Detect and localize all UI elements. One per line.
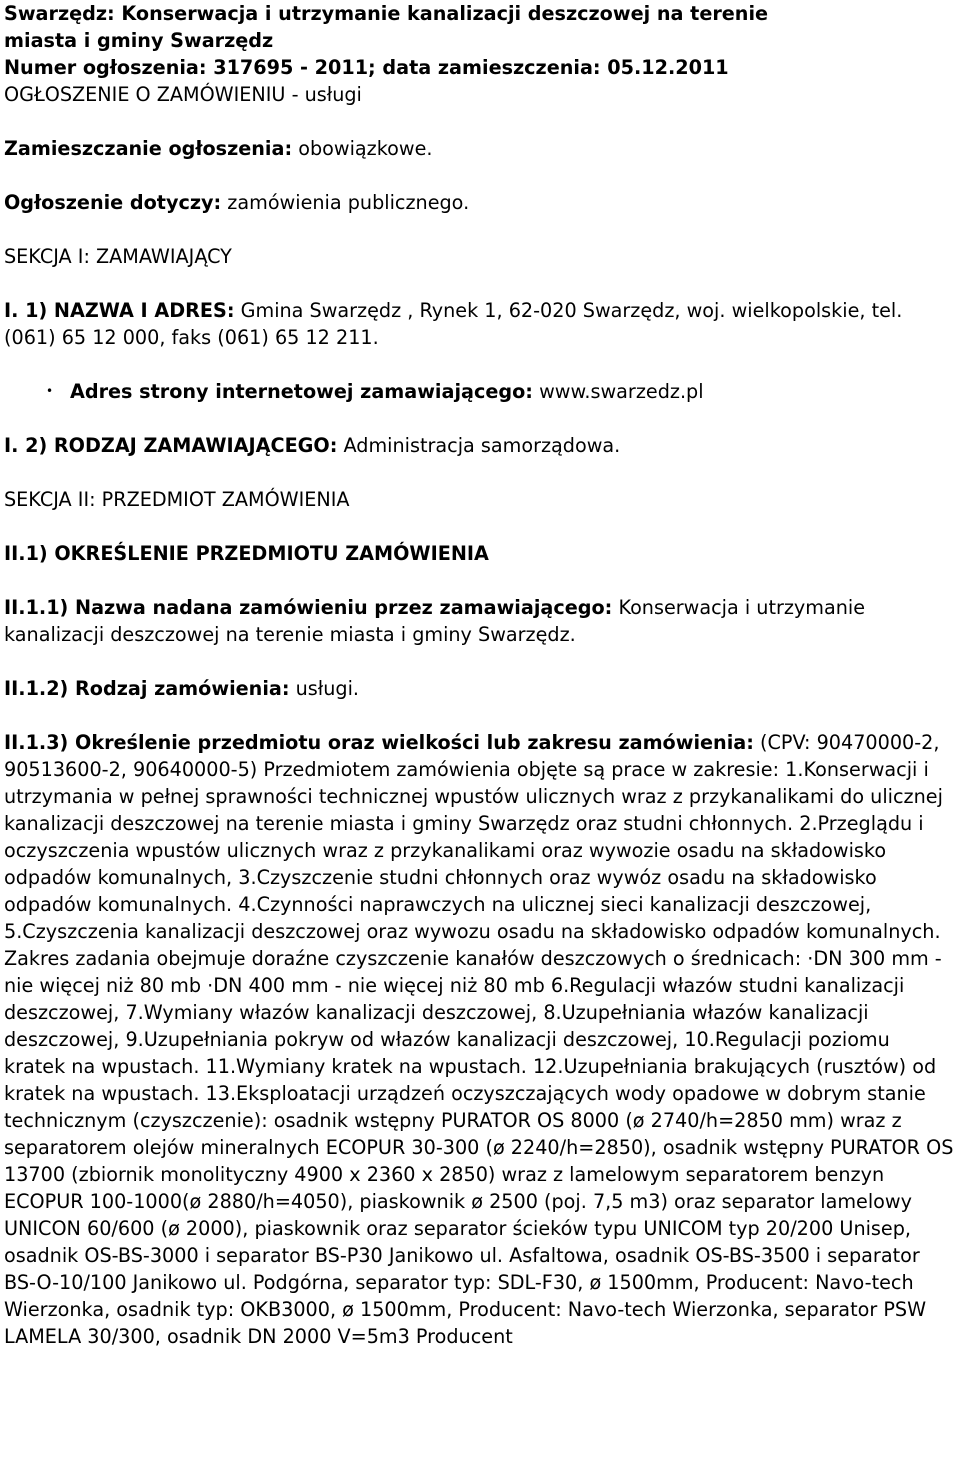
authority-type-value: Administracja samorządowa. <box>337 434 621 457</box>
name-address-value: Gmina Swarzędz , Rynek 1, 62-020 Swarzędz, woj. wielkopolskie, tel. (061) 65 12 000, faks (061) 65 12 211. <box>4 299 903 349</box>
notice-type: OGŁOSZENIE O ZAMÓWIENIU - usługi <box>4 83 362 106</box>
placement-value: obowiązkowe. <box>292 137 433 160</box>
placement-row <box>4 135 956 162</box>
contract-scope-label: II.1.3) Określenie przedmiotu oraz wielkości lub zakresu zamówienia: <box>4 731 754 754</box>
contract-name-row <box>4 594 956 648</box>
section-2-1-heading <box>4 540 956 567</box>
title-line-2: miasta i gminy Swarzędz <box>4 29 274 52</box>
website-list-item <box>4 378 956 405</box>
concerns-label: Ogłoszenie dotyczy: <box>4 191 222 214</box>
authority-type-row <box>4 432 956 459</box>
contract-name-label: II.1.1) Nazwa nadana zamówieniu przez zamawiającego: <box>4 596 613 619</box>
contract-kind-value: usługi. <box>289 677 360 700</box>
concerns-value: zamówienia publicznego. <box>221 191 470 214</box>
announcement-number: Numer ogłoszenia: 317695 - 2011; data zamieszczenia: 05.12.2011 <box>4 56 729 79</box>
concerns-row <box>4 189 956 216</box>
contract-name-value: Konserwacja i utrzymanie kanalizacji deszczowej na terenie miasta i gminy Swarzędz. <box>4 596 866 646</box>
document-title <box>4 0 956 81</box>
contract-kind-label: II.1.2) Rodzaj zamówienia: <box>4 677 290 700</box>
contracting-authority-name-address <box>4 297 956 351</box>
section-1-heading: SEKCJA I: ZAMAWIAJĄCY <box>4 245 232 268</box>
contract-scope-row <box>4 729 956 1350</box>
contract-scope-value: (CPV: 90470000-2, 90513600-2, 90640000-5) Przedmiotem zamówienia objęte są prace w zakresie: 1.Konserwacji i utrzymania w pełnej sprawności technicznej wpustów ulicznych wraz z przykanalikami do ulicznej kanalizacji deszczowej na terenie miasta i gminy Swarzędz oraz studni chłonnych. 2.Przeglądu i oczyszczenia wpustów ulicznych wraz z przykanalikami oraz wywozie osadu na składowisko odpadów komunalnych, 3.Czyszczenie studni chłonnych oraz wywóz osadu na składowisko odpadów komunalnych. 4.Czynności naprawczych na ulicznej sieci kanalizacji deszczowej, 5.Czyszczenia kanalizacji deszczowej oraz wywozu osadu na składowisko odpadów komunalnych. Zakres zadania obejmuje doraźne czyszczenie kanałów deszczowych o średnicach: ·DN 300 mm - nie więcej niż 80 mb ·DN 400 mm - nie więcej niż 80 mb 6.Regulacji włazów studni kanalizacji deszczowej, 7.Wymiany włazów kanalizacji deszczowej, 8.Uzupełniania włazów kanalizacji deszczowej, 9.Uzupełniania pokryw od włazów kanalizacji deszczowej, 10.Regulacji poziomu kratek na wpustach. 11.Wymiany kratek na wpustach. 12.Uzupełniania brakujących (rusztów) od kratek na wpustach. 13.Eksploatacji urządzeń oczyszczających wody opadowe w dobrym stanie technicznym (czyszczenie): osadnik wstępny PURATOR OS 8000 (ø 2740/h=2850 mm) wraz z separatorem olejów mineralnych ECOPUR 30-300 (ø 2240/h=2850), osadnik wstępny PURATOR OS 13700 (zbiornik monolityczny 4900 x 2360 x 2850) wraz z lamelowym separatorem benzyn ECOPUR 100-1000(ø 2880/h=4050), piaskownik ø 2500 (poj. 7,5 m3) oraz separator lamelowy UNICON 60/600 (ø 2000), piaskownik oraz separator ścieków typu UNICOM typ 20/200 Unisep, osadnik OS-BS-3000 i separator BS-P30 Janikowo ul. Asfaltowa, osadnik OS-BS-3500 i separator BS-O-10/100 Janikowo ul. Podgórna, separator typ: SDL-F30, ø 1500mm, Producent: Navo-tech Wierzonka, osadnik typ: OKB3000, ø 1500mm, Producent: Navo-tech Wierzonka, separator PSW LAMELA 30/300, osadnik DN 2000 V=5m3 Producent <box>4 731 954 1348</box>
name-address-label: I. 1) NAZWA I ADRES: <box>4 299 235 322</box>
title-line-1: Swarzędz: Konserwacja i utrzymanie kanalizacji deszczowej na terenie <box>4 2 769 25</box>
placement-label: Zamieszczanie ogłoszenia: <box>4 137 293 160</box>
bullet-icon: • <box>46 384 54 398</box>
contract-kind-row <box>4 675 956 702</box>
authority-type-label: I. 2) RODZAJ ZAMAWIAJĄCEGO: <box>4 434 338 457</box>
website-value: www.swarzedz.pl <box>532 380 704 403</box>
website-label: Adres strony internetowej zamawiającego: <box>70 380 533 403</box>
subject-definition-heading: II.1) OKREŚLENIE PRZEDMIOTU ZAMÓWIENIA <box>4 542 489 565</box>
section-2-heading: SEKCJA II: PRZEDMIOT ZAMÓWIENIA <box>4 488 350 511</box>
